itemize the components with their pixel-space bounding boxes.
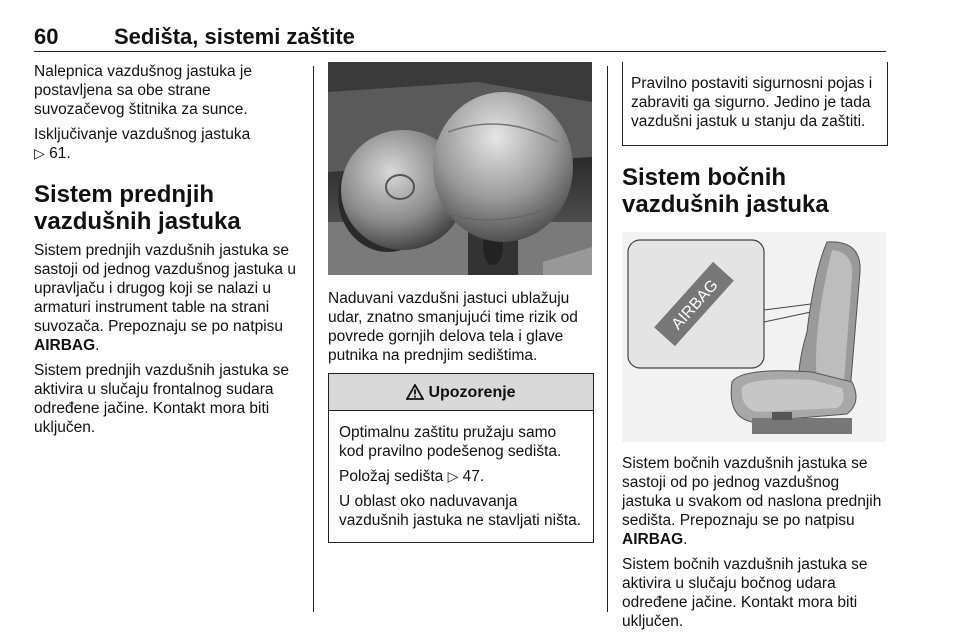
period: .: [683, 531, 688, 548]
paragraph-text: Isključivanje vazdušnog jastuka: [34, 126, 251, 143]
airbag-label-graphic: AIRBAG: [668, 276, 722, 334]
section-heading: Sistem prednjih vazdušnih jastuka: [34, 181, 241, 235]
arrow-ref-icon: ▷: [34, 145, 45, 161]
note-text: Pravilno postaviti sigurnosni pojas i zabraviti ga sigurno. Jedino je tada vazdušni jastuk u stanju da zaštiti.: [631, 75, 873, 130]
column-divider: [313, 66, 314, 612]
photo-caption: Naduvani vazdušni jastuci ublažuju udar, znatno smanjujući time rizik od povrede gornjih delova tela i glave putnika na prednjim sedištima.: [328, 290, 578, 364]
paragraph: [34, 241, 300, 355]
paragraph: [34, 125, 300, 163]
side-airbag-seat-illustration: [622, 232, 886, 442]
warning-triangle-icon: [406, 384, 424, 400]
arrow-ref-icon: ▷: [447, 468, 459, 484]
paragraph: [622, 454, 888, 549]
page-reference-link[interactable]: 47.: [462, 468, 485, 485]
warning-text: U oblast oko naduvavanja vazdušnih jastuka ne stavljati ništa.: [339, 493, 582, 529]
column-right: [622, 62, 888, 637]
page-title: Sedišta, sistemi zaštite: [114, 24, 355, 49]
page-reference-link[interactable]: 61.: [49, 145, 71, 162]
paragraph: Sistem prednjih vazdušnih jastuka se aktivira u slučaju frontalnog sudara određene jačine. Kontakt mora biti uključen.: [34, 362, 290, 436]
page-header: [34, 24, 886, 52]
section-heading: Sistem bočnih vazdušnih jastuka: [622, 164, 829, 218]
airbag-label-text: AIRBAG: [622, 531, 684, 548]
period: .: [95, 337, 100, 354]
warning-text: Optimalnu zaštitu pružaju samo kod pravilno podešenog sedišta.: [339, 424, 562, 460]
column-middle: [328, 62, 594, 543]
paragraph-text: Sistem prednjih vazdušnih jastuka se sastoji od jednog vazdušnog jastuka u upravljaču i drugog koji se nalazi u armaturi instrument table na strani suvozača. Prepoznaju se po natpisu: [34, 242, 296, 335]
warning-body: [329, 411, 593, 542]
airbag-label-text: AIRBAG: [34, 337, 96, 354]
paragraph: Sistem bočnih vazdušnih jastuka se aktivira u slučaju bočnog udara određene jačine. Kontakt mora biti uključen.: [622, 556, 868, 630]
warning-title: Upozorenje: [428, 383, 516, 401]
column-left: [34, 62, 300, 443]
paragraph-text: Sistem bočnih vazdušnih jastuka se sastoji od po jednog vazdušnog jastuka u svakom od naslona prednjih sedišta. Prepoznaju se po natpisu: [622, 455, 882, 529]
warning-text-part: Položaj sedišta: [339, 468, 444, 485]
paragraph: Nalepnica vazdušnog jastuka je postavljena sa obe strane suvozačevog štitnika za sunce.: [34, 63, 252, 118]
airbag-deployed-photo: [328, 62, 592, 275]
warning-box: [328, 373, 594, 543]
column-divider: [607, 66, 608, 612]
warning-header: [329, 373, 593, 411]
warning-text: [339, 467, 583, 486]
page-number: 60: [34, 24, 59, 49]
note-box: [622, 62, 888, 146]
